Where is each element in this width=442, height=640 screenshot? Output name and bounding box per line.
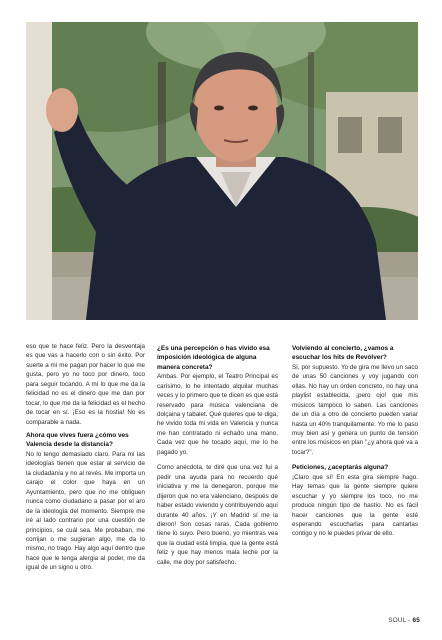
interview-question: Ahora que vives fuera ¿cómo ves Valencia desde la distancia? [26,432,129,449]
text-column-1 [26,342,145,577]
paragraph: eso que te hace feliz. Pero la desventaja es que vas a hacerlo con o sin éxito. Por suerte a mí me pagan por hacer lo que me gusta, pero yo no toco por dinero, toco para seguir tocando. A mí lo que me da la felicidad no es el dinero que me dan por tocar, lo que me da la felicidad es el hecho de tocar en sí. ¡Eso es la hostia! No es comparable a nada. [26,343,145,426]
footer-separator: - [406,617,413,624]
interview-question: Volviendo al concierto, ¿vamos a escuchar los hits de Revólver? [292,345,394,362]
portrait-illustration [26,22,418,320]
paragraph: No lo tengo demasiado claro. Para mí las ideologías tienen que estar al servicio de la ciudadanía y no al revés. Me importa un carajo el color que haya en un Ayuntamiento, pero que no me obliguen nunca como ciudadano a pasar por el aro de la ideología del momento. Siempre me iré al lado contrario por una cuestión de principios, se cuál sea. Me probaban, me corrijan o me sugieran algo, me da lo mismo, no trago. Hay algo aquí dentro que hace que le tenga alergia al poder, me da igual de un signo u otro. [26,450,145,572]
text-column-2 [157,342,278,571]
text-column-3 [292,342,418,543]
paragraph: ¡Claro que sí! En esta gira siempre hago. Hay temas que la gente siempre quiere escuchar y yo siempre los toco, no me produce ningún tipo de hastío. No es fácil hacer canciones que la gente esté esperando escucharlas para cantarlas contigo y no le puedes privar de ello. [292,473,418,538]
paragraph: Como anécdota, te diré que una vez fui a pedir una ayuda para no recuerdo qué iniciativa y me la denegaron, porque me dijeron que no era valenciano, después de haber estado viviendo y contribuyendo aquí durante 40 años. ¡Y en Madrid sí me la dieron! Son cosas raras. Cada gobierno tiene lo suyo. Pero bueno, yo mientras vea que la ciudad está limpia, que la gente está feliz y que hay menos mala leche por la calle, me doy por satisfecho. [157,464,278,566]
page-footer [388,617,420,624]
page-number: 65 [412,617,420,624]
paragraph: Sí, por supuesto. Yo de gira me llevo un saco de unas 50 canciones y voy jugando con ellas. No hay un orden concreto, no hay una playlist establecida, ¡pero ojo! que mis músicos tampoco lo saben. Las canciones de un día a otro de concierto pueden variar hasta un 40% tranquilamente. Yo me lo paso muy bien así y genera un punto de tensión entre los músicos en plan "¿y ahora qué va a tocar?". [292,363,418,456]
paragraph: Ambas. Por ejemplo, el Teatro Principal es carísimo, lo he intentado alquilar muchas veces y lo primero que te dicen es que está reservado para música valenciana de dolçaina y tabalet. Qué quieres que te diga, he vivido toda mi vida en Valencia y nunca me han contratado ni echado una mano. Cada vez que he tocado aquí, me lo he pagado yo. [157,373,278,456]
portrait-photo [26,22,418,320]
interview-question: Peticiones, ¿aceptarás alguna? [292,464,389,472]
interview-question: ¿Es una percepción o has vivido esa imposición ideológica de alguna manera concreta? [157,345,270,371]
magazine-name: SOUL [388,617,407,624]
